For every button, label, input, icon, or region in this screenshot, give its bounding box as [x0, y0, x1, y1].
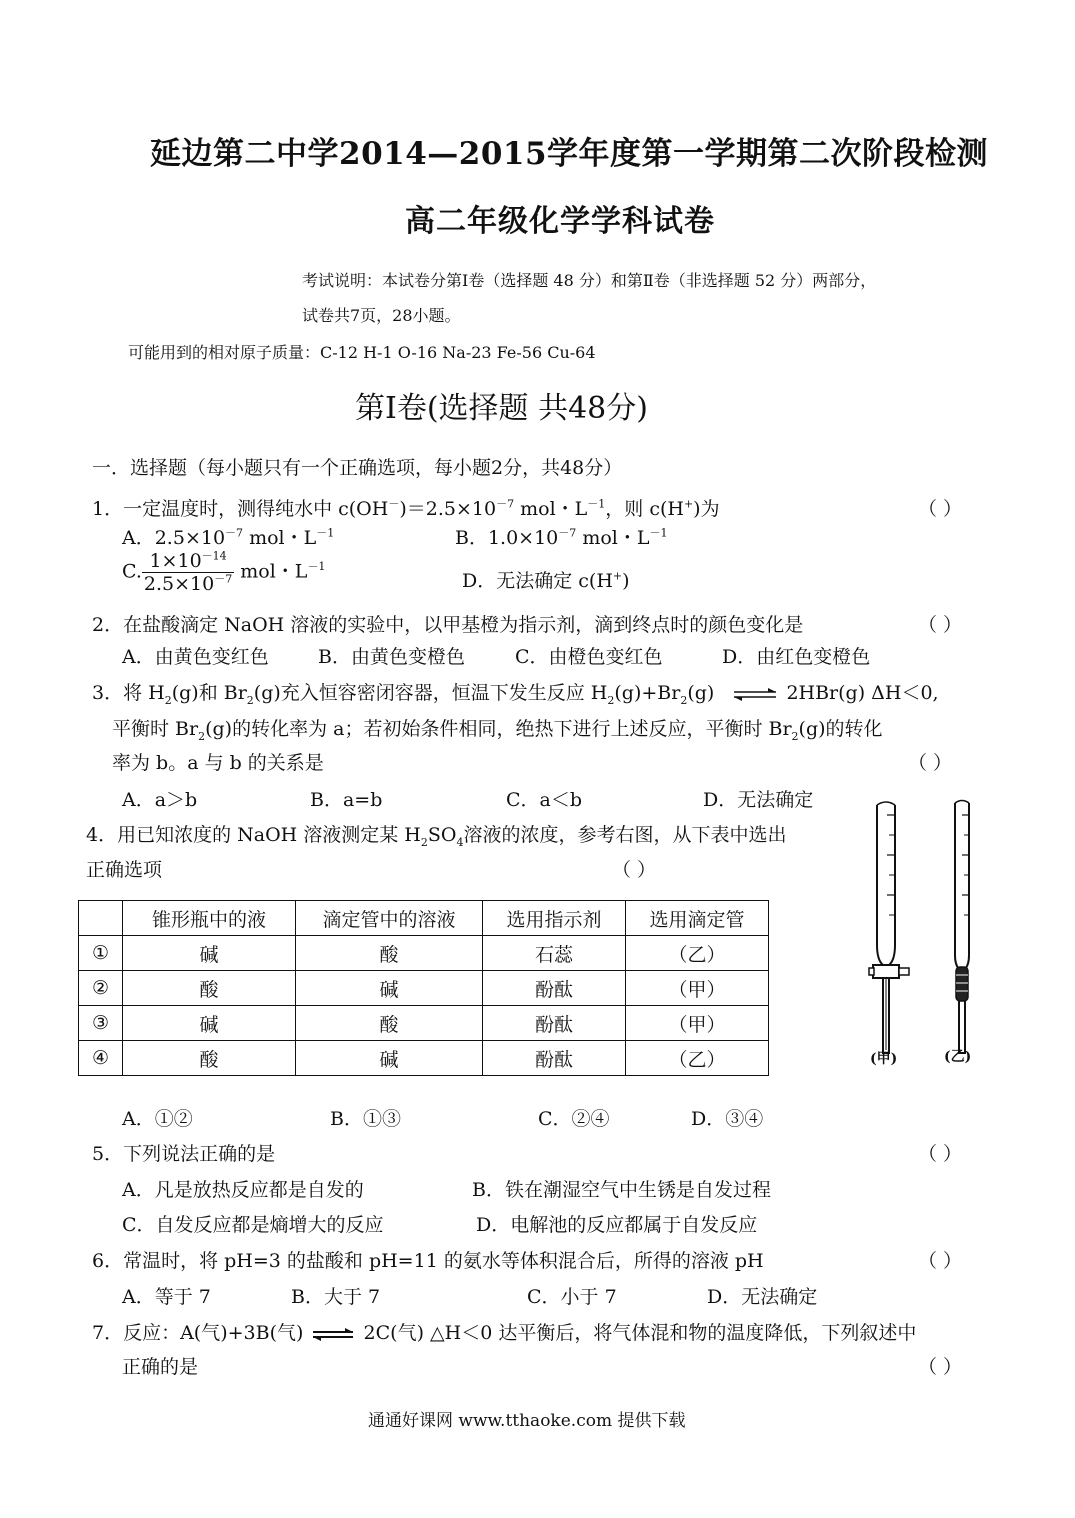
q1-answer-blank: （ ） — [918, 498, 963, 520]
q3-stem-line3: 率为 b。a 与 b 的关系是 — [112, 752, 324, 774]
q2-answer-blank: （ ） — [918, 614, 963, 636]
table-cell: 碱 — [123, 936, 296, 971]
q6-option-b: B．大于 7 — [291, 1286, 381, 1308]
table-cell: （乙） — [626, 1041, 769, 1076]
q4-answer-blank: （ ） — [612, 859, 657, 881]
q5-option-d: D．电解池的反应都属于自发反应 — [476, 1214, 758, 1236]
table-cell: （甲） — [626, 1006, 769, 1041]
table-cell: 酚酞 — [483, 971, 626, 1006]
table-cell: 酚酞 — [483, 1041, 626, 1076]
table-row — [79, 971, 769, 1006]
q5-answer-blank: （ ） — [918, 1143, 963, 1165]
table-header-cell: 锥形瓶中的液 — [123, 901, 296, 936]
table-cell: 酸 — [296, 936, 483, 971]
q4-stem-line2: 正确选项 — [86, 859, 163, 881]
table-cell: 酸 — [123, 1041, 296, 1076]
q1-option-b: B．$1.0\times 10^{-7}$ mol・$L^{-1}$ — [455, 526, 668, 549]
q4-option-b: B．①③ — [330, 1108, 401, 1130]
table-header-cell: 滴定管中的溶液 — [296, 901, 483, 936]
q6-stem: 6．常温时，将 pH=3 的盐酸和 pH=11 的氨水等体积混合后，所得的溶液 pH — [92, 1250, 764, 1272]
part-heading: 一．选择题（每小题只有一个正确选项，每小题2分，共48分） — [92, 457, 623, 479]
q5-stem: 5．下列说法正确的是 — [92, 1143, 276, 1165]
table-cell: 酚酞 — [483, 1006, 626, 1041]
q2-option-b: B．由黄色变橙色 — [318, 646, 465, 668]
q3-option-b: B．a=b — [310, 789, 383, 811]
table-row — [79, 1041, 769, 1076]
q3-answer-blank: （ ） — [908, 752, 953, 774]
q1-option-d: D．无法确定 c(H+) — [462, 569, 630, 592]
q2-option-a: A．由黄色变红色 — [122, 646, 269, 668]
table-cell: ③ — [79, 1006, 123, 1041]
fig-label-jia: (甲) — [870, 1051, 898, 1067]
q4-option-c: C．②④ — [538, 1108, 610, 1130]
q3-option-d: D．无法确定 — [703, 789, 814, 811]
table-cell: 酸 — [296, 1006, 483, 1041]
q3-option-c: C．a＜b — [506, 789, 583, 811]
equilibrium-arrow-icon — [732, 687, 778, 701]
exam-note-line2: 试卷共7页，28小题。 — [302, 306, 461, 325]
atomic-masses: 可能用到的相对原子质量：C-12 H-1 O-16 Na-23 Fe-56 Cu-64 — [128, 343, 596, 362]
table-header-cell: 选用滴定管 — [626, 901, 769, 936]
q5-option-a: A．凡是放热反应都是自发的 — [122, 1179, 364, 1201]
q2-stem: 2．在盐酸滴定 NaOH 溶液的实验中，以甲基橙为指示剂，滴到终点时的颜色变化是 — [92, 614, 804, 636]
equilibrium-arrow-icon — [311, 1327, 355, 1341]
table-cell: 石蕊 — [483, 936, 626, 971]
q7-stem-line1: 7．反应：A(气)+3B(气) 2C(气) △H＜0 达平衡后，将气体混和物的温度降低，下列叙述中 — [92, 1322, 917, 1344]
q6-option-a: A．等于 7 — [122, 1286, 211, 1308]
table-cell: （甲） — [626, 971, 769, 1006]
q7-answer-blank: （ ） — [918, 1356, 963, 1378]
q6-option-c: C．小于 7 — [527, 1286, 617, 1308]
q3-option-a: A．a＞b — [122, 789, 198, 811]
section-title: 第Ⅰ卷(选择题 共48分) — [355, 391, 648, 426]
q1-option-c-fraction: $\frac{1\times 10^{-14}}{2.5\times 10^{-7}}$ — [143, 549, 233, 595]
q5-option-c: C．自发反应都是熵增大的反应 — [122, 1214, 384, 1236]
table-header-cell — [79, 901, 123, 936]
q4-table — [78, 900, 769, 1076]
table-header-cell: 选用指示剂 — [483, 901, 626, 936]
table-cell: （乙） — [626, 936, 769, 971]
table-row — [79, 1006, 769, 1041]
burette-figure — [855, 795, 995, 1075]
table-cell: ④ — [79, 1041, 123, 1076]
q2-option-c: C．由橙色变红色 — [515, 646, 663, 668]
q1-stem: 1．一定温度时，测得纯水中 $c(OH^-)=2.5\times 10^{-7}$ mol・$L^{-1}$，则 c(H+)为 — [92, 497, 720, 520]
table-cell: 碱 — [296, 971, 483, 1006]
acid-burette-icon — [869, 802, 909, 1053]
table-row — [79, 936, 769, 971]
q5-option-b: B．铁在潮湿空气中生锈是自发过程 — [472, 1179, 771, 1201]
table-cell: 碱 — [123, 1006, 296, 1041]
q2-option-d: D．由红色变橙色 — [722, 646, 871, 668]
q3-stem-line2: 平衡时 $Br_2(g)$的转化率为 a；若初始条件相同，绝热下进行上述反应，平衡时 $Br_2(g)$的转化 — [112, 718, 883, 743]
q1-option-a: A．$2.5\times 10^{-7}$ mol・$L^{-1}$ — [122, 526, 335, 549]
q6-option-d: D．无法确定 — [707, 1286, 818, 1308]
fig-label-yi: (乙) — [944, 1049, 972, 1065]
q1-option-c: C. $\frac{1\times 10^{-14}}{2.5\times 10^{-7}}$ mol・$L^{-1}$ — [122, 549, 326, 595]
exam-subtitle: 高二年级化学学科试卷 — [405, 204, 715, 239]
q4-option-a: A．①② — [122, 1108, 193, 1130]
footer-source: 通通好课网 www.tthaoke.com 提供下载 — [368, 1411, 686, 1431]
q6-answer-blank: （ ） — [918, 1250, 963, 1272]
exam-note-line1: 考试说明：本试卷分第Ⅰ卷（选择题 48 分）和第Ⅱ卷（非选择题 52 分）两部分， — [302, 271, 877, 290]
table-cell: 碱 — [296, 1041, 483, 1076]
table-header-row — [79, 901, 769, 936]
table-cell: ① — [79, 936, 123, 971]
table-cell: 酸 — [123, 971, 296, 1006]
q3-stem-line1: 3．将 $H_2(g)$和 $Br_2(g)$充入恒容密闭容器，恒温下发生反应 $H_2(g)+Br_2(g)$ 2HBr(g) ΔH＜0, — [92, 682, 939, 707]
base-burette-icon — [955, 801, 969, 1054]
exam-title: 延边第二中学2014—2015学年度第一学期第二次阶段检测 — [150, 136, 989, 172]
q4-option-d: D．③④ — [691, 1108, 764, 1130]
q4-stem-line1: 4．用已知浓度的 NaOH 溶液测定某 $H_2SO_4$溶液的浓度，参考右图，从下表中选出 — [86, 824, 787, 849]
table-cell: ② — [79, 971, 123, 1006]
q7-stem-line2: 正确的是 — [122, 1356, 199, 1378]
